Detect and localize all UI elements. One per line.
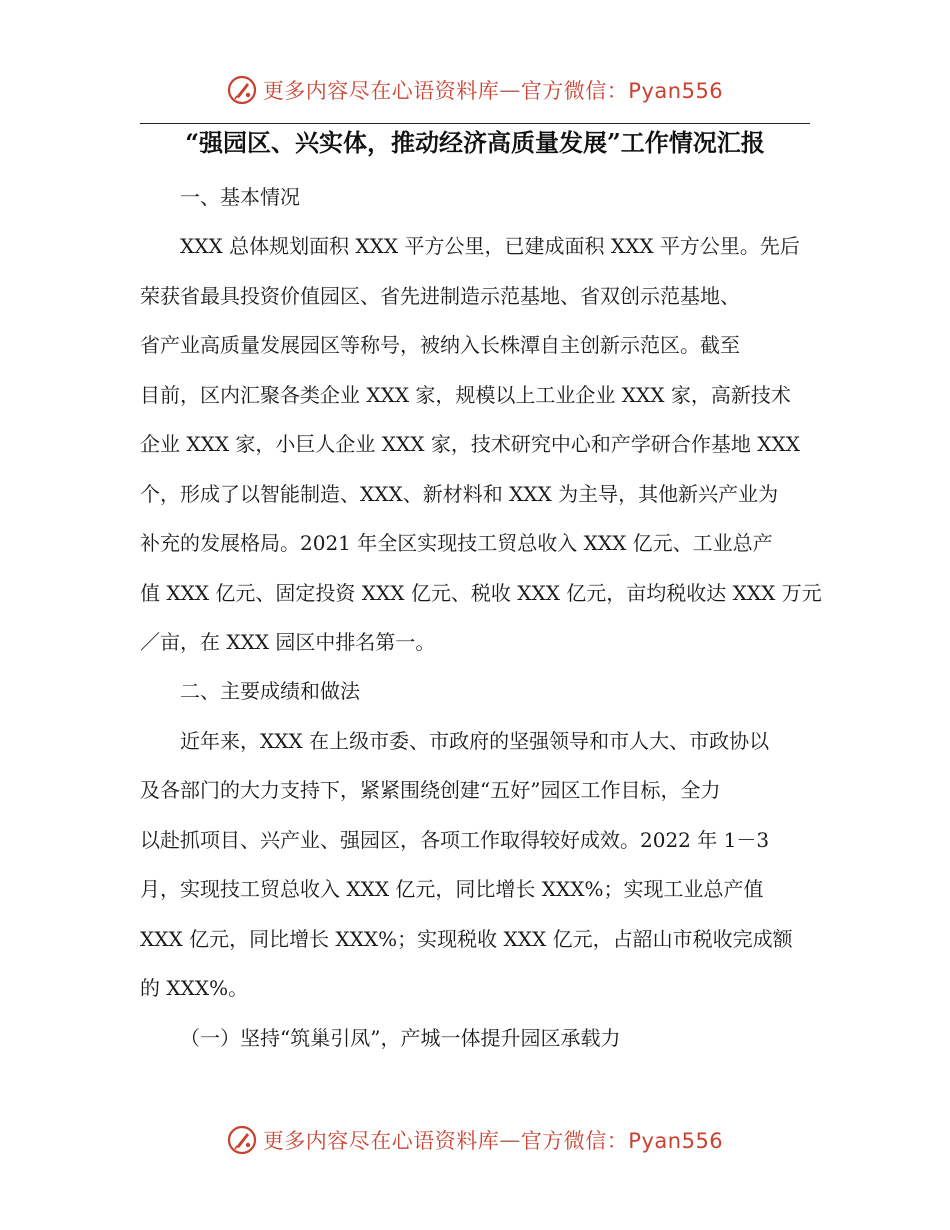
banner-slogan: 更多内容尽在心语资料库 — [262, 1129, 500, 1153]
paragraph-line: 目前，区内汇聚各类企业 XXX 家，规模以上工业企业 XXX 家，高新技术 — [140, 383, 791, 407]
paragraph-line: 的 XXX%。 — [140, 976, 249, 1000]
paragraph-line: XXX 亿元，同比增长 XXX%；实现税收 XXX 亿元，占韶山市税收完成额 — [140, 927, 793, 951]
banner-contact: 官方微信：Pyan556 — [520, 79, 724, 103]
paragraph-line: ／亩，在 XXX 园区中排名第一。 — [140, 630, 436, 654]
subsection-heading-1: （一）坚持“筑巢引凤”，产城一体提升园区承载力 — [180, 1026, 621, 1050]
paragraph-line: 值 XXX 亿元、固定投资 XXX 亿元、税收 XXX 亿元，亩均税收达 XXX 万元 — [140, 581, 822, 605]
banner-contact: 官方微信：Pyan556 — [520, 1129, 724, 1153]
paragraph-line: 以赴抓项目、兴产业、强园区，各项工作取得较好成效。2022 年 1－3 — [140, 828, 770, 852]
header-rule — [140, 123, 810, 124]
header-banner — [0, 70, 950, 110]
banner-dash: — — [499, 1128, 521, 1152]
paragraph-line: 近年来，XXX 在上级市委、市政府的坚强领导和市人大、市政协以 — [180, 729, 770, 753]
paragraph-line: 月，实现技工贸总收入 XXX 亿元，同比增长 XXX%；实现工业总产值 — [140, 877, 764, 901]
paragraph-line: 补充的发展格局。2021 年全区实现技工贸总收入 XXX 亿元、工业总产 — [140, 531, 773, 555]
banner-dash: — — [499, 78, 521, 102]
paragraph-line: 荣获省最具投资价值园区、省先进制造示范基地、省双创示范基地、 — [140, 284, 740, 308]
quill-logo-icon — [227, 75, 257, 105]
section-heading-achievements: 二、主要成绩和做法 — [180, 679, 360, 703]
banner-slogan: 更多内容尽在心语资料库 — [262, 79, 500, 103]
paragraph-line: 个，形成了以智能制造、XXX、新材料和 XXX 为主导，其他新兴产业为 — [140, 482, 779, 506]
footer-banner — [0, 1120, 950, 1160]
paragraph-line: 省产业高质量发展园区等称号，被纳入长株潭自主创新示范区。截至 — [140, 333, 740, 357]
paragraph-line: 及各部门的大力支持下，紧紧围绕创建“五好”园区工作目标，全力 — [140, 778, 721, 802]
paragraph-line: 企业 XXX 家，小巨人企业 XXX 家，技术研究中心和产学研合作基地 XXX — [140, 432, 800, 456]
document-title: “强园区、兴实体，推动经济高质量发展”工作情况汇报 — [185, 128, 765, 157]
section-heading-basic: 一、基本情况 — [180, 185, 300, 209]
paragraph-line: XXX 总体规划面积 XXX 平方公里，已建成面积 XXX 平方公里。先后 — [180, 234, 800, 258]
quill-logo-icon — [227, 1125, 257, 1155]
